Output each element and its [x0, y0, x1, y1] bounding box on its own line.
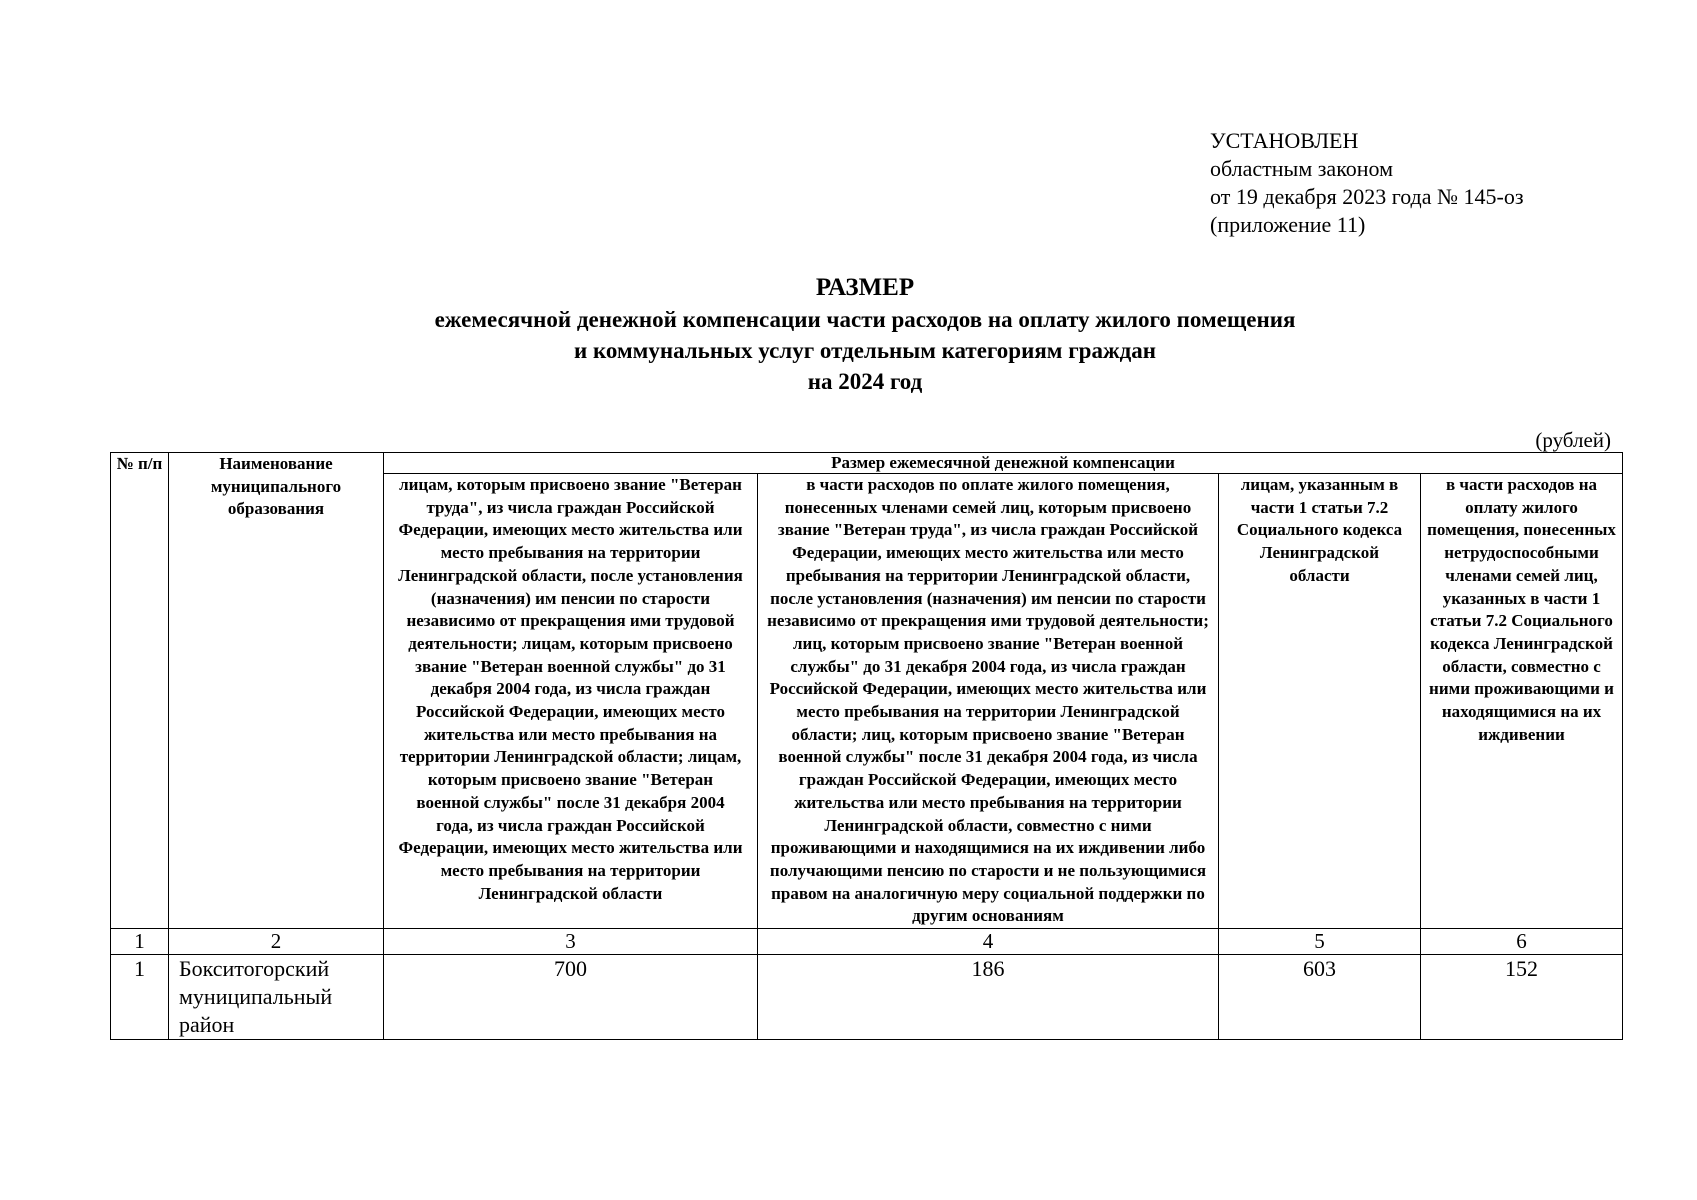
column-number: 2	[169, 929, 384, 955]
title-line: и коммунальных услуг отдельным категориям граждан	[573, 338, 1157, 363]
header-row	[111, 453, 1623, 474]
column-number-row	[111, 929, 1623, 955]
column-number: 5	[1219, 929, 1421, 955]
table-row	[111, 955, 1623, 1040]
approval-line: от 19 декабря 2023 года № 145-оз	[1210, 184, 1524, 209]
document-title	[110, 272, 1620, 397]
row-name: Бокситогорский муниципальный район	[169, 955, 384, 1040]
title-main: РАЗМЕР	[815, 274, 915, 301]
row-value-col-5: 603	[1219, 955, 1421, 1040]
header-col-6: в части расходов на оплату жилого помещения, понесенных нетрудоспособными членами семей лиц, указанных в части 1 статьи 7.2 Социального кодекса Ленинградской области, совместно с ними проживающими и находящимися на их иждивении	[1421, 474, 1623, 929]
title-line: на 2024 год	[807, 369, 923, 394]
column-number: 1	[111, 929, 169, 955]
approval-line: УСТАНОВЛЕН	[1210, 128, 1359, 153]
header-col-3: лицам, которым присвоено звание "Ветеран труда", из числа граждан Российской Федерации, имеющих место жительства или место пребывания на территории Ленинградской области, после установления (назначения) им пенсии по старости независимо от прекращения ими трудовой деятельности; лицам, которым присвоено звание "Ветеран военной службы" до 31 декабря 2004 года, из числа граждан Российской Федерации, имеющих место жительства или место пребывания на территории Ленинградской области; лицам, которым присвоено звание "Ветеран военной службы" после 31 декабря 2004 года, из числа граждан Российской Федерации, имеющих место жительства или место пребывания на территории Ленинградской области	[384, 474, 758, 929]
header-num: № п/п	[111, 453, 169, 929]
approval-line: (приложение 11)	[1210, 212, 1366, 237]
row-value-col-6: 152	[1421, 955, 1623, 1040]
header-col-4: в части расходов по оплате жилого помещения, понесенных членами семей лиц, которым присвоено звание "Ветеран труда", из числа граждан Российской Федерации, имеющих место жительства или место пребывания на территории Ленинградской области, после установления (назначения) им пенсии по старости независимо от прекращения ими трудовой деятельности; лиц, которым присвоено звание "Ветеран военной службы" до 31 декабря 2004 года, из числа граждан Российской Федерации, имеющих место жительства или место пребывания на территории Ленинградской области; лиц, которым присвоено звание "Ветеран военной службы" после 31 декабря 2004 года, из числа граждан Российской Федерации, имеющих место жительства или место пребывания на территории Ленинградской области, совместно с ними проживающими и находящимися на их иждивении либо получающими пенсию по старости и не пользующимися правом на аналогичную меру социальной поддержки по другим основаниям	[758, 474, 1219, 929]
column-number: 4	[758, 929, 1219, 955]
column-number: 3	[384, 929, 758, 955]
approval-line: областным законом	[1210, 156, 1394, 181]
units-label: (рублей)	[1535, 428, 1611, 452]
header-group: Размер ежемесячной денежной компенсации	[384, 453, 1623, 474]
row-value-col-3: 700	[384, 955, 758, 1040]
approval-block	[1210, 127, 1524, 239]
row-num: 1	[111, 955, 169, 1040]
title-line: ежемесячной денежной компенсации части расходов на оплату жилого помещения	[434, 307, 1296, 332]
header-name: Наименование муниципального образования	[169, 453, 384, 929]
column-number: 6	[1421, 929, 1623, 955]
row-value-col-4: 186	[758, 955, 1219, 1040]
header-col-5: лицам, указанным в части 1 статьи 7.2 Социального кодекса Ленинградской области	[1219, 474, 1421, 929]
compensation-table	[110, 452, 1623, 1040]
